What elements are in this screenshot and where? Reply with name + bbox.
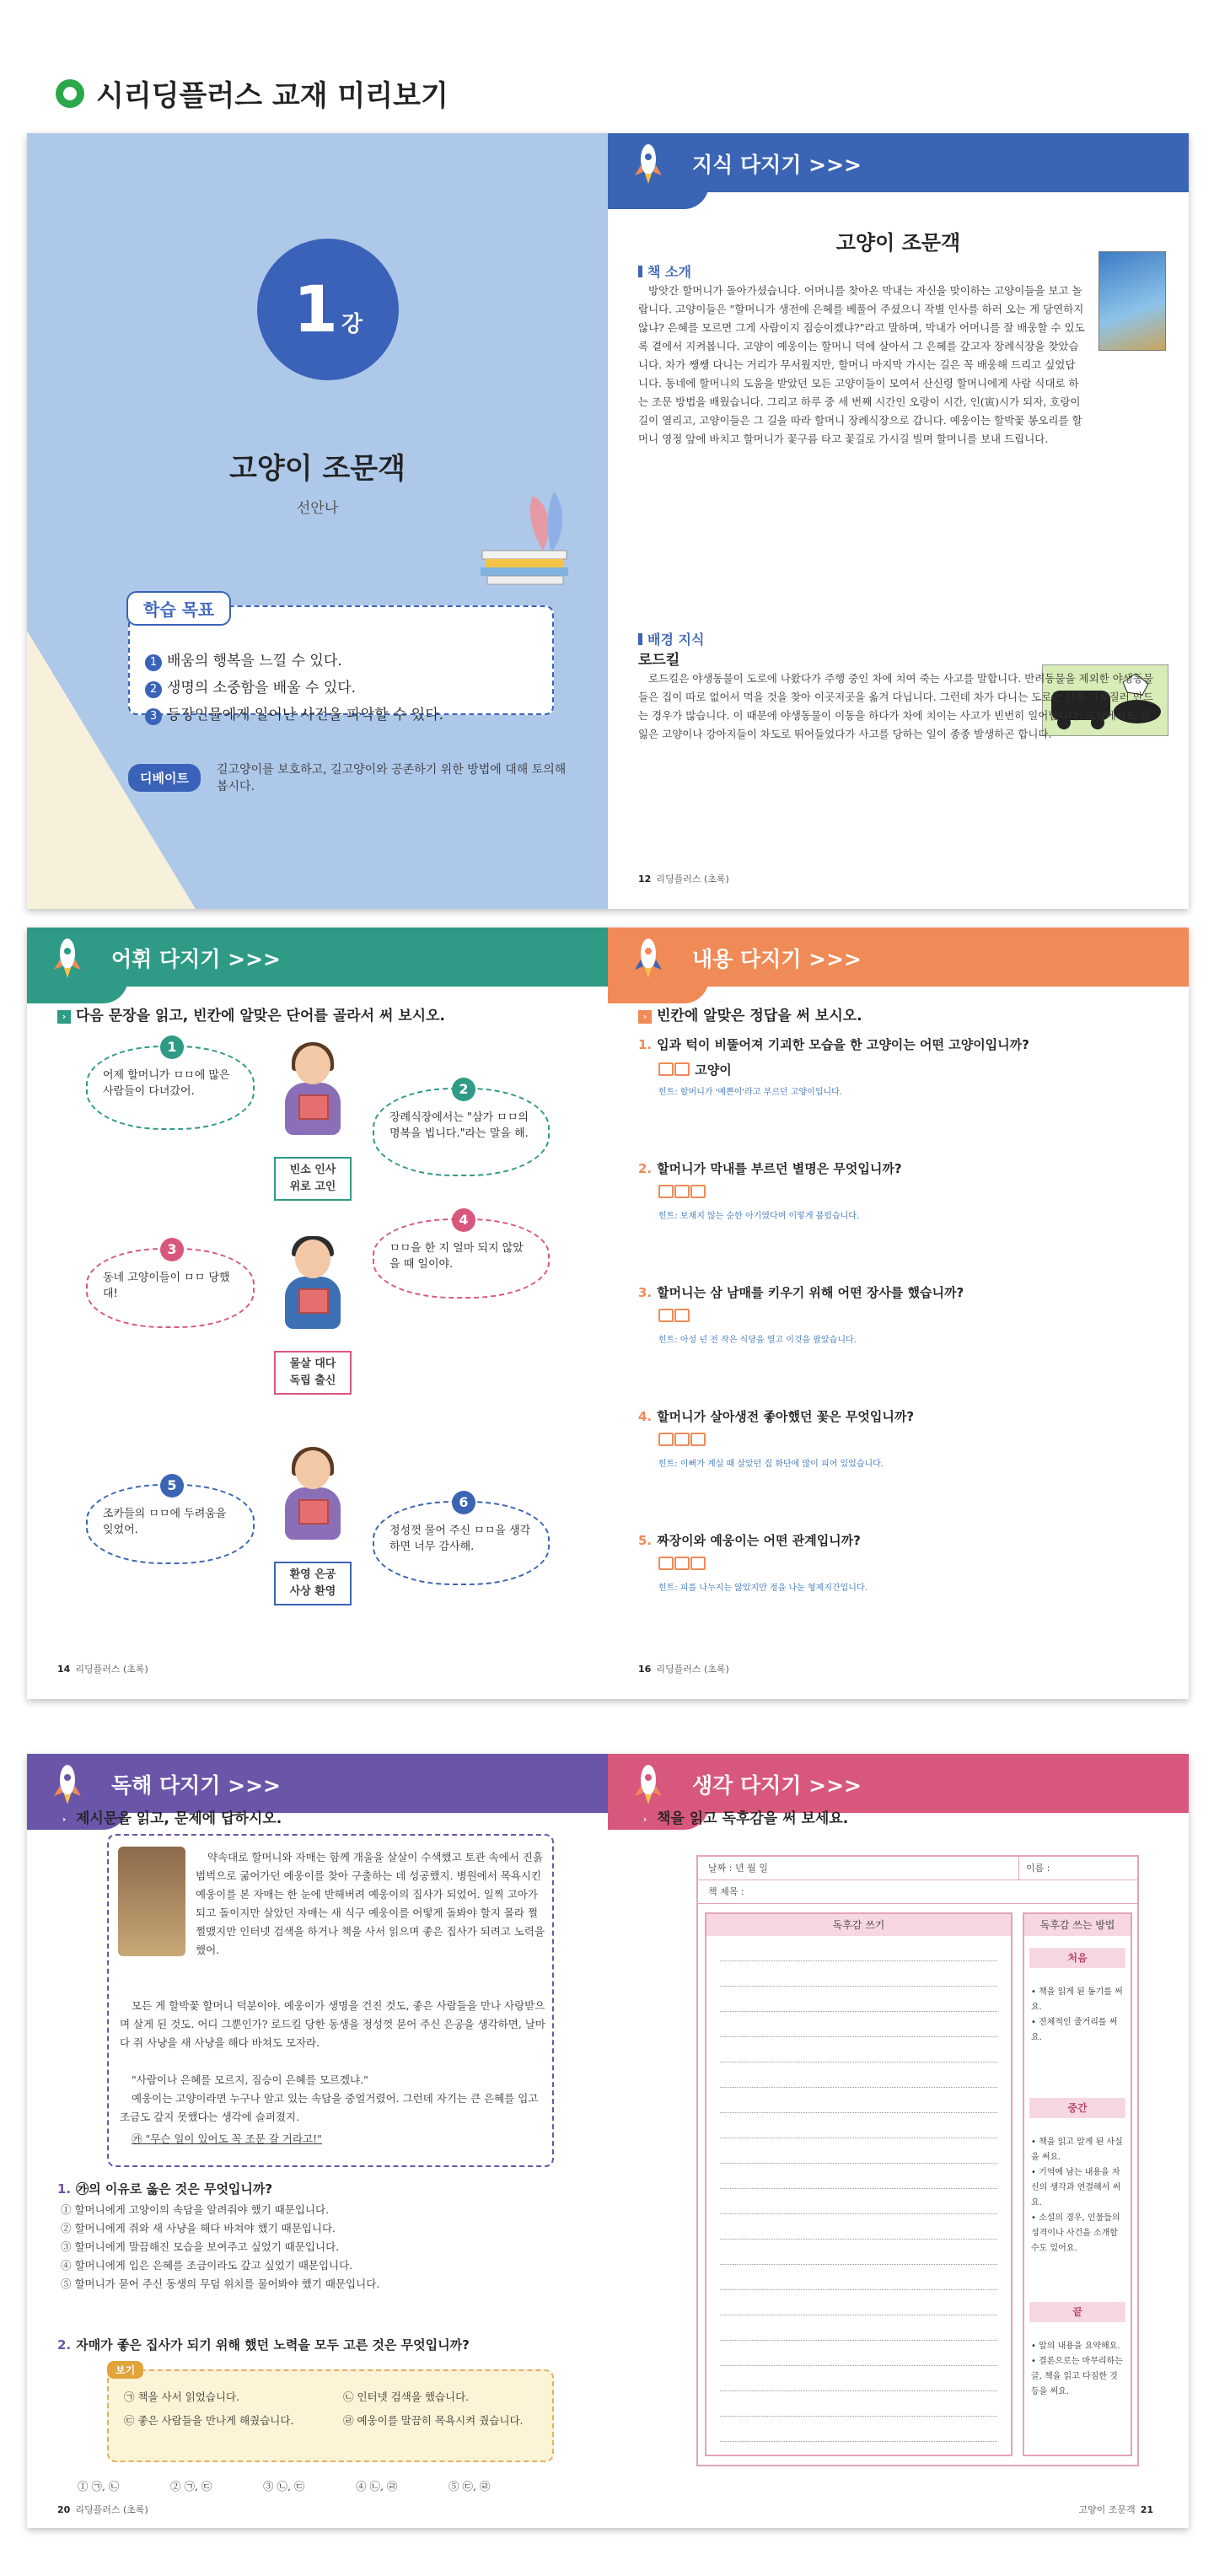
goal-item: 3 등장인물에게 일어난 사건을 파악할 수 있다.	[145, 702, 443, 729]
sentence-bubble-3: 3 동네 고양이들이 ㅁㅁ 당했대!	[86, 1248, 255, 1328]
stage-tips: • 책을 읽고 알게 된 사실을 써요. • 기억에 남는 내용을 자신의 생각과 연결해서 써요. • 소설의 경우, 인물들의 성격이나 사건을 소개할 수도 있어요.	[1031, 2138, 1123, 2253]
girl-reading-illustration-2	[280, 1450, 346, 1547]
answer-blank-1[interactable]: 고양이	[658, 1061, 732, 1078]
background-text: 로드킬은 야생동물이 도로에 나왔다가 주행 중인 차에 치여 죽는 사고를 말합니다. 반려동물을 제외한 야생동물들은 집이 따로 없어서 먹을 것을 찾아 이곳저곳을 옮겨 다닙니다. 그런데 차가 다니는 도로는 산을 가로질러 만드는 경우가 많습니다. 이 때문에 야생동물이 이동을 하다가 차에 치이는 사고가 빈번히 일어납니다. 도심에서도 길 잃은 고양이나 강아지들이 차도로 뛰어들었다가 사고를 당하는 일이 종종 발생하곤 합니다.	[638, 672, 1154, 740]
answer-choice[interactable]: ③ ㉡, ㉢	[263, 2480, 305, 2493]
question-4: 4. 할머니가 살아생전 좋아했던 꽃은 무엇입니까?	[638, 1409, 915, 1424]
section-header	[27, 1754, 608, 1813]
hint-2: 힌트: 보채지 않는 순한 아기였다며 이렇게 불렀습니다.	[658, 1212, 860, 1221]
option[interactable]: ③ 할머니에게 말끔해진 모습을 보여주고 싶었기 때문입니다.	[61, 2240, 340, 2253]
comprehension-question-1: 1. ㉮의 이유로 옳은 것은 무엇입니까?	[57, 2181, 273, 2197]
instruction: › 다음 문장을 읽고, 빈칸에 알맞은 단어를 골라서 써 보시오.	[57, 1003, 445, 1024]
book-cover-image	[1099, 251, 1166, 351]
vocab-page	[27, 928, 608, 1699]
section-title: 생각 다지기 >>>	[692, 1773, 862, 1798]
passage-underlined-quote: ㉮ "무슨 일이 있어도 꼭 조문 갈 거라고!"	[132, 2132, 322, 2145]
reading-page	[27, 1754, 608, 2528]
passage-paragraph-1: 약속대로 할머니와 자매는 함께 개울을 살살이 수색했고 토관 속에서 진흙 범벅으로 굶어가던 예웅이를 찾아 구출하는 데 성공했지. 병원에서 목욕시킨 예웅이를 본 자매는 한 눈에 반해버려 예웅이의 집사가 되었어. 일찍 고아가 되고 돌이지만 살았던 자매는 새 식구 예웅이를 어떻게 돌봐야 할지 몰라 쩔쩔맸지만 인터넷 검색을 하거나 책을 사서 읽으며 좋은 집사가 되려고 노력을 했어.	[196, 1851, 545, 1956]
goal-item: 1 배움의 행복을 느낄 수 있다.	[145, 648, 443, 675]
stage-label: 끝	[1029, 2302, 1125, 2322]
debate-text: 길고양이를 보호하고, 길고양이와 공존하기 위한 방법에 대해 토의해 봅시다.	[217, 763, 567, 793]
name-field: 이름 :	[1018, 1857, 1050, 1880]
question-3: 3. 할머니는 삼 남매를 키우기 위해 어떤 장사를 했습니까?	[638, 1285, 964, 1300]
goal-item: 2 생명의 소중함을 배울 수 있다.	[145, 675, 443, 702]
stage-tips: • 책을 읽게 된 동기를 써요. • 전체적인 줄거리를 써요.	[1031, 1987, 1123, 2042]
example-item: ㉡ 인터넷 검색을 했습니다.	[343, 2390, 470, 2403]
book-title: 고양이 조문객	[835, 231, 961, 255]
lesson-suffix: 강	[341, 312, 363, 337]
question-1-options	[61, 2201, 583, 2294]
answer-blank-3[interactable]	[658, 1309, 690, 1324]
section-header	[608, 133, 1189, 192]
rocket-icon	[623, 138, 674, 189]
answer-choice[interactable]: ② ㉠, ㉢	[170, 2480, 212, 2493]
section-header	[608, 928, 1189, 987]
word-choice-box-3: 환영 은공 사상 환영	[274, 1562, 352, 1605]
hint-1: 힌트: 할머니가 '예쁜이'라고 부르던 고양이입니다.	[658, 1088, 842, 1097]
section-title: 내용 다지기 >>>	[692, 947, 862, 971]
option[interactable]: ① 할머니에게 고양이의 속담을 알려줘야 했기 때문입니다.	[61, 2203, 330, 2216]
lesson-author: 선안나	[296, 500, 339, 517]
method-column-header: 독후감 쓰는 방법	[1024, 1914, 1131, 1936]
lesson-title: 고양이 조문객	[229, 452, 406, 486]
debate-label: 디베이트	[128, 764, 201, 792]
books-illustration	[474, 487, 575, 589]
sentence-bubble-1: 1 어제 할머니가 ㅁㅁ에 많은 사람들이 다녀갔어.	[86, 1046, 255, 1130]
method-column	[1023, 1912, 1132, 2456]
sentence-bubble-4: 4 ㅁㅁ을 한 지 얼마 되지 않았을 때 일이야.	[373, 1218, 550, 1299]
tab-wave	[608, 184, 709, 209]
hint-3: 힌트: 아성 넌 전 작은 식당을 열고 이것을 팔았습니다.	[658, 1336, 857, 1345]
lesson-number-badge	[257, 239, 399, 380]
tab-wave	[27, 978, 128, 1003]
question-1: 1. 입과 턱이 비뚤어져 기괴한 모습을 한 고양이는 어떤 고양이입니까?	[638, 1037, 1029, 1052]
section-title: 독해 다지기 >>>	[111, 1773, 281, 1798]
rocket-icon	[42, 933, 93, 983]
date-field[interactable]: 날짜 : 년 월 일 이름 :	[698, 1857, 1137, 1880]
sentence-bubble-2: 2 장례식장에서는 "삼가 ㅁㅁ의 명복을 빕니다."라는 말을 해.	[373, 1088, 550, 1176]
answer-choice[interactable]: ① ㉠, ㉡	[78, 2480, 120, 2493]
comprehension-question-2: 2. 자매가 좋은 집사가 되기 위해 했던 노력을 모두 고른 것은 무엇입니까?	[57, 2337, 470, 2353]
book-title-field[interactable]: 책 제목 :	[698, 1880, 1137, 1904]
example-item: ㉣ 예웅이를 말끔히 목욕시켜 줬습니다.	[343, 2414, 524, 2427]
hint-4: 힌트: 이뻐가 계실 때 살았던 집 화단에 많이 피어 있었습니다.	[658, 1460, 884, 1469]
tab-wave	[608, 978, 709, 1003]
page-folio: 12 리딩플러스 (초록)	[638, 874, 729, 885]
intro-text: 방앗간 할머니가 돌아가셨습니다. 어머니를 찾아온 막내는 자신을 맞이하는 고양이들을 보고 놀랍니다. 고양이들은 "할머니가 생전에 은혜를 베풀어 주셨으니 작별 인사를 하러 오는 게 당연하지 않냐? 은혜를 모르면 그게 사람이지 짐승이겠냐?"라고 말하며, 막내가 어머니를 잘 배웅할 수 있도록 곁에서 지켜봅니다. 고양이 예웅이는 할머니 덕에 살아서 그 은혜를 갚고자 장례식장을 찾았습니다. 차가 쌩쌩 다니는 거리가 무서웠지만, 할머니 마지막 가시는 길은 꼭 배웅해 드리고 싶었답니다. 동네에 할머니의 도움을 받았던 모든 고양이들이 모여서 산신령 할머니에게 사람 식대로 하는 조문 방법을 배웠습니다. 그리고 하루 중 세 번째 시간인 오랑이 시간, 인(寅)시가 되자, 호랑이 길이 열리고, 고양이들은 그 길을 따라 할머니 장례식장으로 갑니다. 예웅이는 할박꽃 봉오리를 할머니 영정 앞에 바치고 할머니가 꽃구름 타고 꽃길로 가시길 빌며 할머니를 보내 드립니다.	[638, 284, 1085, 445]
answer-choice[interactable]: ⑤ ㉢, ㉣	[449, 2480, 491, 2493]
grandmother-illustration	[118, 1847, 185, 1956]
hint-5: 힌트: 피를 나누지는 않았지만 정을 나눈 형제지간입니다.	[658, 1584, 868, 1593]
section-header	[27, 928, 608, 987]
question-2: 2. 할머니가 막내를 부르던 별명은 무엇입니까?	[638, 1161, 902, 1176]
learning-goal-label: 학습 목표	[126, 591, 231, 626]
circle-arrow-icon	[56, 79, 84, 108]
sentence-bubble-5: 5 조카들의 ㅁㅁ에 두려움을 잊었어.	[86, 1484, 255, 1564]
page-folio: 고양이 조문객 21	[1078, 2504, 1153, 2515]
page-folio: 20 리딩플러스 (초록)	[57, 2504, 148, 2515]
lesson-cover-page	[27, 133, 608, 909]
option[interactable]: ④ 할머니에게 입은 은혜를 조금이라도 갚고 싶었기 때문입니다.	[61, 2259, 353, 2272]
page-folio: 16 리딩플러스 (초록)	[638, 1664, 729, 1675]
example-item: ㉠ 책을 사서 읽었습니다.	[124, 2390, 240, 2403]
example-label: 보기	[107, 2361, 143, 2379]
spread-vocab-content	[27, 928, 1189, 1699]
stage-tips: • 앞의 내용을 요약해요. • 결론으로는 마무리하는 글, 책을 읽고 다짐한 것 등을 써요.	[1031, 2342, 1123, 2396]
passage-paragraph-4: 예웅이는 고양이라면 누구나 알고 있는 속담을 중얼거렸어. 그런데 자기는 큰 은혜를 입고 조금도 갚지 못했다는 생각에 슬퍼졌지.	[120, 2092, 539, 2123]
learning-goal-list	[145, 648, 443, 729]
passage-paragraph-3: "사람이나 은혜를 모르지, 짐승이 은혜를 모르겠냐."	[132, 2073, 368, 2086]
answer-blank-5[interactable]	[658, 1557, 706, 1572]
word-choice-box-1: 빈소 인사 위로 고인	[274, 1157, 352, 1201]
lesson-number: 1	[293, 272, 338, 347]
rocket-icon	[623, 933, 674, 983]
content-page	[608, 928, 1189, 1699]
stage-label: 중간	[1029, 2098, 1125, 2118]
passage-paragraph-2: 모든 게 할박꽃 할머니 덕분이야. 예웅이가 생명을 건진 것도, 좋은 사람들을 만나 사랑받으며 살게 된 것도. 어디 그뿐인가? 로드킬 당한 동생을 정성껏 묻어 주신 은공을 생각하면, 날마다 쥐 사냥을 새 사냥을 해다 바쳐도 모자라.	[120, 1999, 545, 2049]
book-report-worksheet	[696, 1855, 1139, 2466]
option[interactable]: ② 할머니에게 쥐와 새 사냥을 해다 바쳐야 했기 때문입니다.	[61, 2222, 336, 2235]
question-5: 5. 짜장이와 예웅이는 어떤 관계입니까?	[638, 1533, 861, 1548]
writing-column[interactable]	[705, 1912, 1013, 2456]
page-title-text: 시리딩플러스 교재 미리보기	[96, 79, 449, 113]
answer-blank-4[interactable]	[658, 1433, 706, 1448]
page-folio: 14 리딩플러스 (초록)	[57, 1664, 148, 1675]
boy-reading-illustration	[280, 1240, 346, 1336]
instruction: › 책을 읽고 독후감을 써 보세요.	[638, 1806, 848, 1827]
spread-reading-thinking	[27, 1754, 1189, 2528]
sentence-bubble-6: 6 정성껏 물어 주신 ㅁㅁ을 생각하면 너무 감사해.	[373, 1501, 550, 1585]
page-title	[56, 73, 449, 114]
section-title: 지식 다지기 >>>	[692, 153, 862, 177]
option[interactable]: ⑤ 할머니가 묻어 주신 동생의 무덤 위치를 물어봐야 했기 때문입니다.	[61, 2278, 380, 2290]
rocket-icon	[42, 1759, 93, 1810]
example-item: ㉢ 좋은 사람들을 만나게 해줬습니다.	[124, 2414, 294, 2427]
stage-label: 처음	[1029, 1948, 1125, 1968]
section-title: 어휘 다지기 >>>	[111, 947, 281, 971]
knowledge-page	[608, 133, 1189, 909]
background-subtitle: 로드킬	[638, 652, 680, 669]
writing-column-header: 독후감 쓰기	[706, 1914, 1011, 1936]
background-heading: 배경 지식	[638, 629, 704, 648]
section-header	[608, 1754, 1189, 1813]
word-choice-box-2: 물살 대다 독립 출신	[274, 1351, 352, 1395]
girl-reading-illustration	[280, 1046, 346, 1143]
spread-lesson-intro	[27, 133, 1189, 909]
intro-heading: 책 소개	[638, 261, 691, 281]
instruction: › 빈칸에 알맞은 정답을 써 보시오.	[638, 1003, 862, 1024]
answer-blank-2[interactable]	[658, 1185, 706, 1200]
rocket-icon	[623, 1759, 674, 1810]
instruction: › 제시문을 읽고, 문제에 답하시오.	[57, 1806, 282, 1827]
thinking-page	[608, 1754, 1189, 2528]
answer-choice[interactable]: ④ ㉡, ㉣	[356, 2480, 398, 2493]
